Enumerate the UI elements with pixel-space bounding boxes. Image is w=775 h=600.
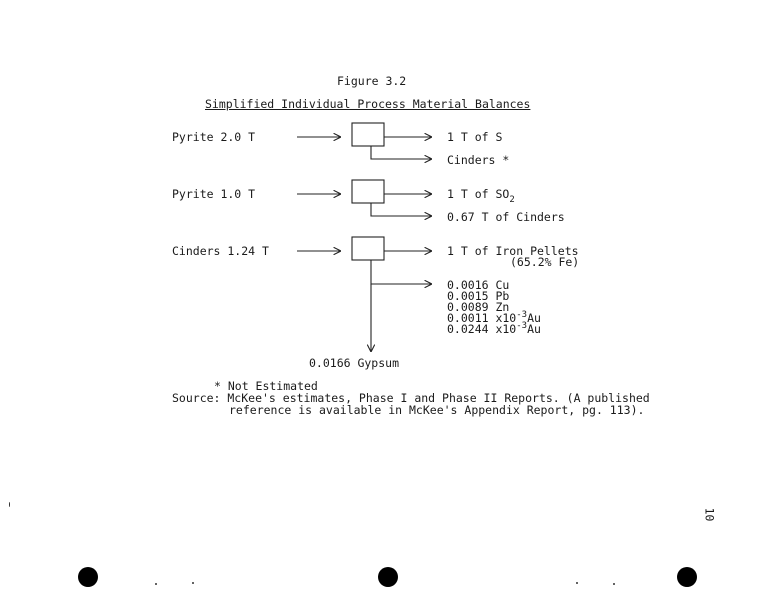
scan-speck: [613, 583, 615, 585]
footnote: * Not Estimated: [214, 379, 318, 393]
scan-speck: [576, 582, 578, 584]
process-3-output-note: (65.2% Fe): [510, 255, 580, 269]
figure-label: Figure 3.2: [337, 74, 407, 88]
byproduct-item: 0.0016 Cu: [447, 278, 510, 292]
process-2-input: Pyrite 1.0 T: [172, 187, 256, 201]
figure-title: Simplified Individual Process Material Balances: [205, 97, 531, 111]
process-3-byproduct-arrow: [371, 260, 432, 284]
process-3-input: Cinders 1.24 T: [172, 244, 269, 258]
process-2-output-main: 1 T of $SO_2$: [447, 187, 515, 205]
binder-hole: [677, 567, 697, 587]
process-1-box: [352, 123, 384, 146]
process-3-output-main: 1 T of Iron Pellets: [447, 244, 579, 258]
binder-hole: [378, 567, 398, 587]
binder-hole: [78, 567, 98, 587]
scan-speck: [9, 502, 10, 507]
byproduct-item: 0.0244 $x10^{-3}Au$: [447, 321, 541, 336]
process-1-side-arrow: [371, 146, 432, 159]
process-2-output-side: 0.67 T of Cinders: [447, 210, 565, 224]
page-number: 10: [702, 507, 717, 522]
byproduct-item: 0.0011 $x10^{-3}Au$: [447, 310, 541, 325]
process-1-input: Pyrite 2.0 T: [172, 130, 256, 144]
source-line-1: Source: McKee's estimates, Phase I and Phase II Reports. (A published: [172, 391, 650, 405]
process-1-output-side: Cinders *: [447, 153, 510, 167]
process-3-bottom-output: 0.0166 Gypsum: [309, 356, 400, 370]
process-2-box: [352, 180, 384, 203]
byproduct-item: 0.0089 Zn: [447, 300, 510, 314]
process-1-output-main: 1 T of S: [447, 130, 503, 144]
source-line-2: reference is available in McKee's Appendix Report, pg. 113).: [229, 403, 645, 417]
byproduct-item: 0.0015 Pb: [447, 289, 510, 303]
process-2-side-arrow: [371, 203, 432, 216]
process-3-box: [352, 237, 384, 260]
scan-speck: [155, 583, 157, 585]
scan-speck: [192, 582, 194, 584]
